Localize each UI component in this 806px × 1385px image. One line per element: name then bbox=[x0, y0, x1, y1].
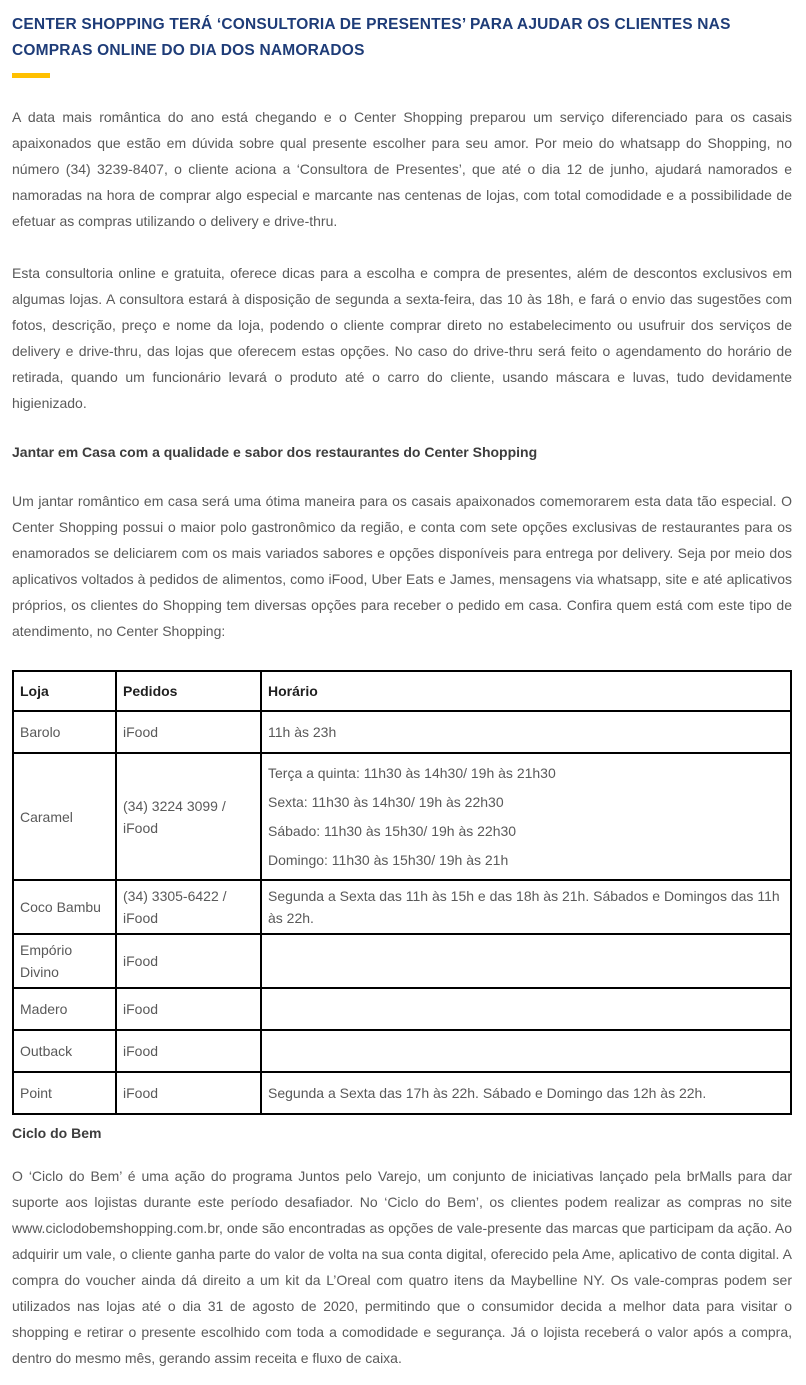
cell-loja: Empório Divino bbox=[13, 934, 116, 988]
column-header-horario: Horário bbox=[261, 671, 791, 711]
horario-line: Terça a quinta: 11h30 às 14h30/ 19h às 21h30 bbox=[268, 765, 556, 781]
cell-pedidos: (34) 3305-6422 / iFood bbox=[116, 880, 261, 934]
cell-horario: Segunda a Sexta das 17h às 22h. Sábado e Domingo das 12h às 22h. bbox=[261, 1072, 791, 1114]
horario-line: Sexta: 11h30 às 14h30/ 19h às 22h30 bbox=[268, 794, 504, 810]
cell-loja: Madero bbox=[13, 988, 116, 1030]
table-row-point bbox=[13, 1072, 791, 1114]
section-heading-jantar-em-casa: Jantar em Casa com a qualidade e sabor dos restaurantes do Center Shopping bbox=[12, 444, 538, 460]
cell-loja: Coco Bambu bbox=[13, 880, 116, 934]
horario-line: Domingo: 11h30 às 15h30/ 19h às 21h bbox=[268, 852, 509, 868]
table-row-caramel bbox=[13, 753, 791, 880]
cell-horario: 11h às 23h bbox=[261, 711, 791, 753]
cell-loja: Barolo bbox=[13, 711, 116, 753]
table-row-emporio-divino bbox=[13, 934, 791, 988]
cell-pedidos: iFood bbox=[116, 1072, 261, 1114]
column-header-pedidos: Pedidos bbox=[116, 671, 261, 711]
cell-pedidos: iFood bbox=[116, 988, 261, 1030]
column-header-loja: Loja bbox=[13, 671, 116, 711]
cell-horario bbox=[261, 1030, 791, 1072]
paragraph-intro: A data mais romântica do ano está chegando e o Center Shopping preparou um serviço diferenciado para os casais apaixonados que estão em dúvida sobre qual presente escolher para seu amor. Por meio do whatsapp do Shopping, no número (34) 3239-8407, o cliente aciona a ‘Consultora de Presentes’, que até o dia 12 de junho, ajudará namorados e namoradas na hora de comprar algo especial e marcante nas centenas de lojas, com total comodidade e a possibilidade de efetuar as compras utilizando o delivery e drive-thru. bbox=[12, 109, 792, 229]
title-accent-bar bbox=[12, 73, 50, 78]
table-row-barolo bbox=[13, 711, 791, 753]
cell-loja: Outback bbox=[13, 1030, 116, 1072]
cell-loja: Point bbox=[13, 1072, 116, 1114]
cell-horario: Segunda a Sexta das 11h às 15h e das 18h às 21h. Sábados e Domingos das 11h às 22h. bbox=[261, 880, 791, 934]
section-heading-ciclo-do-bem: Ciclo do Bem bbox=[12, 1125, 102, 1141]
paragraph-ciclo-do-bem: O ‘Ciclo do Bem’ é uma ação do programa Juntos pelo Varejo, um conjunto de iniciativas lançado pela brMalls para dar suporte aos lojistas durante este período desafiador. No ‘Ciclo do Bem’, os clientes podem realizar as compras no site www.ciclodobemshopping.com.br, onde são encontradas as opções de vale-presente das marcas que participam da ação. Ao adquirir um vale, o cliente ganha parte do valor de volta na sua conta digital, oferecido pela Ame, aplicativo de conta digital. A compra do voucher ainda dá direito a um kit da L’Oreal com quatro itens da Maybelline NY. Os vale-compras podem ser utilizados nas lojas até o dia 31 de agosto de 2020, permitindo que o consumidor decida a melhor data para visitar o shopping e retirar o presente escolhido com toda a comodidade e segurança. Já o lojista receberá o valor após a compra, dentro do mesmo mês, gerando assim receita e fluxo de caixa. bbox=[12, 1168, 792, 1366]
horario-line: Sábado: 11h30 às 15h30/ 19h às 22h30 bbox=[268, 823, 517, 839]
cell-horario bbox=[261, 753, 791, 880]
paragraph-jantar: Um jantar romântico em casa será uma ótima maneira para os casais apaixonados comemorarem esta data tão especial. O Center Shopping possui o maior polo gastronômico da região, e conta com sete opções exclusivas de restaurantes para os enamorados se deliciarem com os mais variados sabores e opções disponíveis para entrega por delivery. Seja por meio dos aplicativos voltados à pedidos de alimentos, como iFood, Uber Eats e James, mensagens via whatsapp, site e até aplicativos próprios, os clientes do Shopping tem diversas opções para receber o pedido em casa. Confira quem está com este tipo de atendimento, no Center Shopping: bbox=[12, 493, 792, 639]
page-title: CENTER SHOPPING TERÁ ‘CONSULTORIA DE PRESENTES’ PARA AJUDAR OS CLIENTES NAS COMPRAS ONLINE DO DIA DOS NAMORADOS bbox=[12, 16, 731, 59]
table-row-coco-bambu bbox=[13, 880, 791, 934]
cell-pedidos: (34) 3224 3099 / iFood bbox=[116, 753, 261, 880]
cell-pedidos: iFood bbox=[116, 711, 261, 753]
table-row-outback bbox=[13, 1030, 791, 1072]
cell-pedidos: iFood bbox=[116, 1030, 261, 1072]
table-row-madero bbox=[13, 988, 791, 1030]
cell-horario bbox=[261, 934, 791, 988]
article bbox=[12, 12, 792, 1371]
paragraph-consultoria: Esta consultoria online e gratuita, oferece dicas para a escolha e compra de presentes, além de descontos exclusivos em algumas lojas. A consultora estará à disposição de segunda a sexta-feira, das 10 às 18h, e fará o envio das sugestões com fotos, descrição, preço e nome da loja, podendo o cliente comprar direto no estabelecimento ou usufruir dos serviços de delivery e drive-thru, das lojas que oferecem estas opções. No caso do drive-thru será feito o agendamento do horário de retirada, quando um funcionário levará o produto até o carro do cliente, usando máscara e luvas, tudo devidamente higienizado. bbox=[12, 265, 792, 411]
table-header-row bbox=[13, 671, 791, 711]
cell-horario bbox=[261, 988, 791, 1030]
cell-pedidos: iFood bbox=[116, 934, 261, 988]
cell-loja: Caramel bbox=[13, 753, 116, 880]
restaurants-table bbox=[12, 670, 792, 1115]
